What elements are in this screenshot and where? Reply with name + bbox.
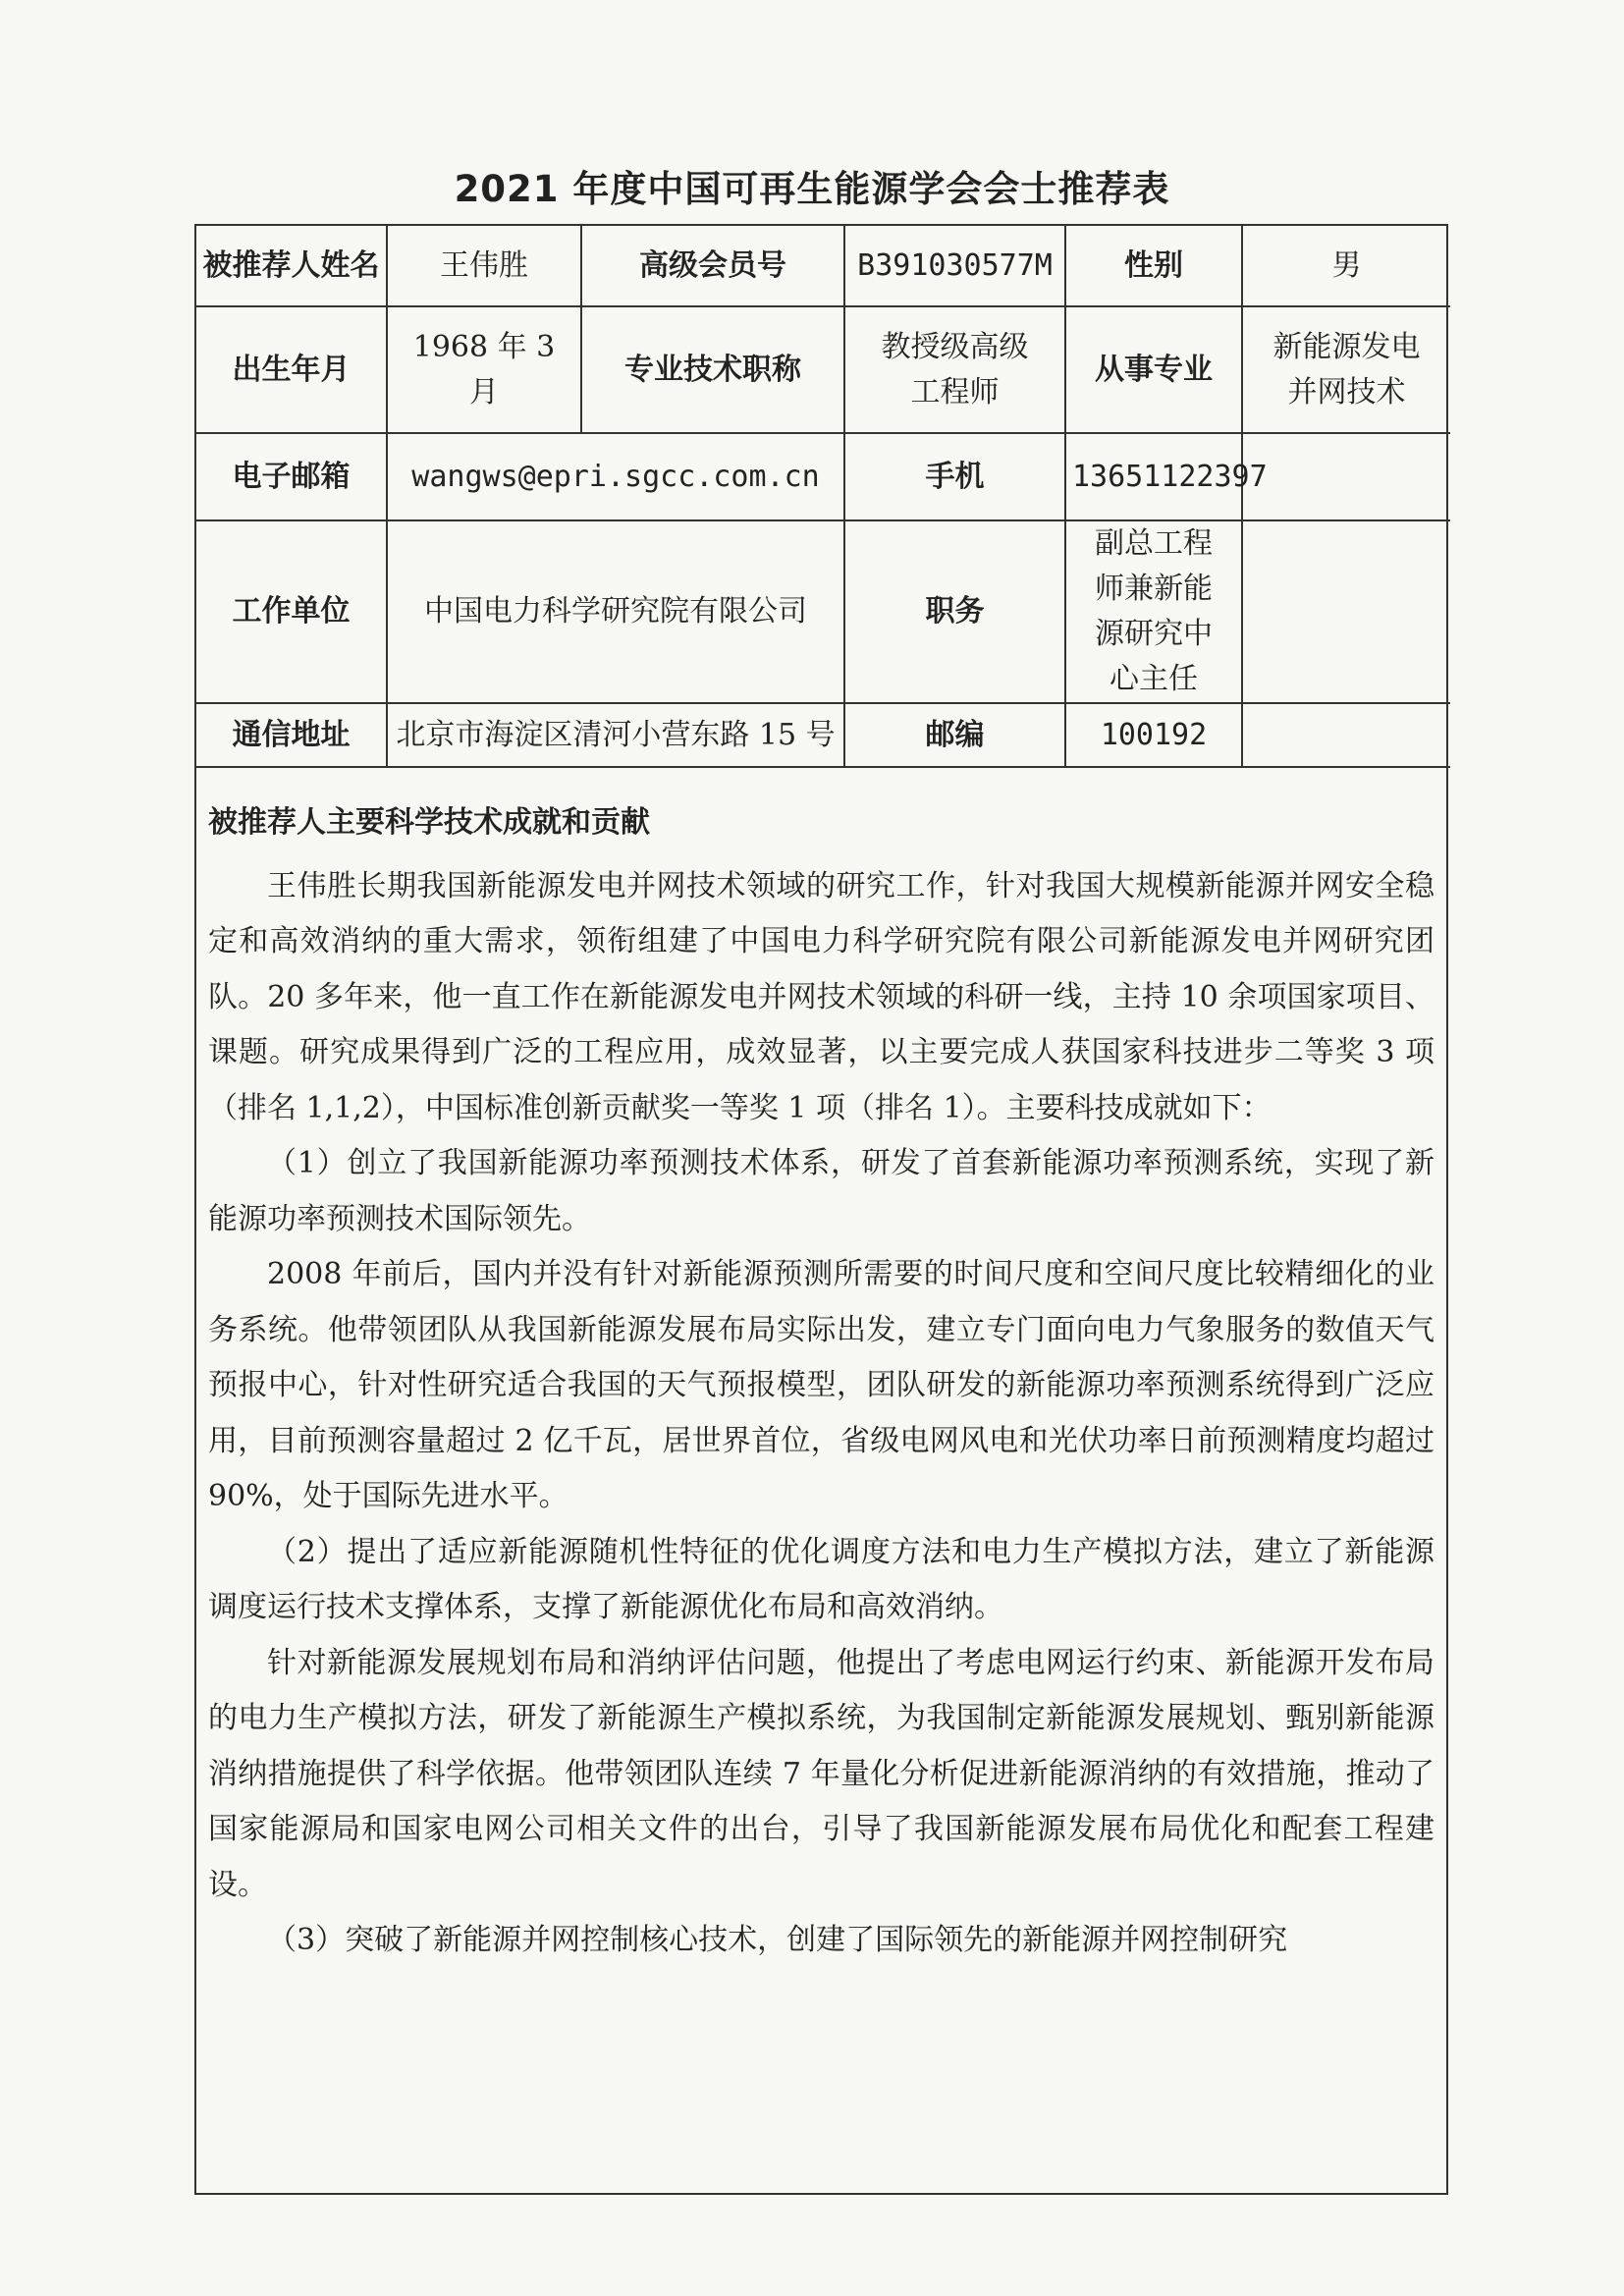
specialty-label: 从事专业 (1065, 306, 1242, 433)
gender-value: 男 (1242, 226, 1450, 306)
achievement-paragraph: 针对新能源发展规划布局和消纳评估问题，他提出了考虑电网运行约束、新能源开发布局的电力生产模拟方法，研发了新能源生产模拟系统，为我国制定新能源发展规划、甄别新能源消纳措施提供了科学依据。他带领团队连续 7 年量化分析促进新能源消纳的有效措施，推动了国家能源局和国家电网公司相关文件的出台，引导了我国新能源发展布局优化和配套工程建设。 (208, 1645, 1435, 1902)
table-row (196, 306, 1450, 433)
position-value: 副总工程师兼新能源研究中心主任 (1065, 520, 1242, 703)
professional-title-value: 教授级高级工程师 (844, 306, 1065, 433)
zip-value: 100192 (1065, 703, 1242, 767)
address-value: 北京市海淀区清河小营东路 15 号 (387, 703, 844, 767)
phone-label: 手机 (844, 433, 1065, 520)
table-row (196, 520, 1450, 703)
empty-cell (1242, 520, 1450, 703)
empty-cell (1242, 433, 1450, 520)
specialty-value: 新能源发电并网技术 (1242, 306, 1450, 433)
email-value: wangws@epri.sgcc.com.cn (387, 433, 844, 520)
achievements-heading: 被推荐人主要科学技术成就和贡献 (208, 805, 650, 840)
recommendation-form (194, 224, 1448, 2195)
phone-value: 13651122397 (1065, 433, 1242, 520)
organization-label: 工作单位 (196, 520, 387, 703)
birth-value: 1968 年 3 月 (387, 306, 581, 433)
birth-label: 出生年月 (196, 306, 387, 433)
achievement-paragraph: 2008 年前后，国内并没有针对新能源预测所需要的时间尺度和空间尺度比较精细化的业务系统。他带领团队从我国新能源发展布局实际出发，建立专门面向电力气象服务的数值天气预报中心，针对性研究适合我国的天气预报模型，团队研发的新能源功率预测系统得到广泛应用，目前预测容量超过 2 亿千瓦，居世界首位，省级电网风电和光伏功率日前预测精度均超过 90%，处于国际先进水平。 (208, 1257, 1435, 1513)
achievement-paragraph: （3）突破了新能源并网控制核心技术，创建了国际领先的新能源并网控制研究 (267, 1923, 1288, 1957)
address-label: 通信地址 (196, 703, 387, 767)
table-row (196, 703, 1450, 767)
achievement-paragraph: （2）提出了适应新能源随机性特征的优化调度方法和电力生产模拟方法，建立了新能源调度运行技术支撑体系，支撑了新能源优化布局和高效消纳。 (208, 1534, 1435, 1624)
page-title: 2021 年度中国可再生能源学会会士推荐表 (454, 168, 1170, 210)
table-row (196, 433, 1450, 520)
professional-title-label: 专业技术职称 (581, 306, 844, 433)
name-label: 被推荐人姓名 (196, 226, 387, 306)
member-number-value: B391030577M (844, 226, 1065, 306)
achievements-section (196, 768, 1446, 1969)
achievement-paragraph: （1）创立了我国新能源功率预测技术体系，研发了首套新能源功率预测系统，实现了新能源功率预测技术国际领先。 (208, 1146, 1435, 1236)
name-value: 王伟胜 (387, 226, 581, 306)
achievement-paragraph: 王伟胜长期我国新能源发电并网技术领域的研究工作，针对我国大规模新能源并网安全稳定和高效消纳的重大需求，领衔组建了中国电力科学研究院有限公司新能源发电并网研究团队。20 多年来，他一直工作在新能源发电并网技术领域的科研一线，主持 10 余项国家项目、课题。研究成果得到广泛的工程应用，成效显著，以主要完成人获国家科技进步二等奖 3 项（排名 1,1,2），中国标准创新贡献奖一等奖 1 项（排名 1）。主要科技成就如下： (208, 868, 1435, 1125)
empty-cell (1242, 703, 1450, 767)
organization-value: 中国电力科学研究院有限公司 (387, 520, 844, 703)
gender-label: 性别 (1065, 226, 1242, 306)
zip-label: 邮编 (844, 703, 1065, 767)
email-label: 电子邮箱 (196, 433, 387, 520)
member-number-label: 高级会员号 (581, 226, 844, 306)
basic-info-table (196, 226, 1450, 768)
table-row (196, 226, 1450, 306)
position-label: 职务 (844, 520, 1065, 703)
